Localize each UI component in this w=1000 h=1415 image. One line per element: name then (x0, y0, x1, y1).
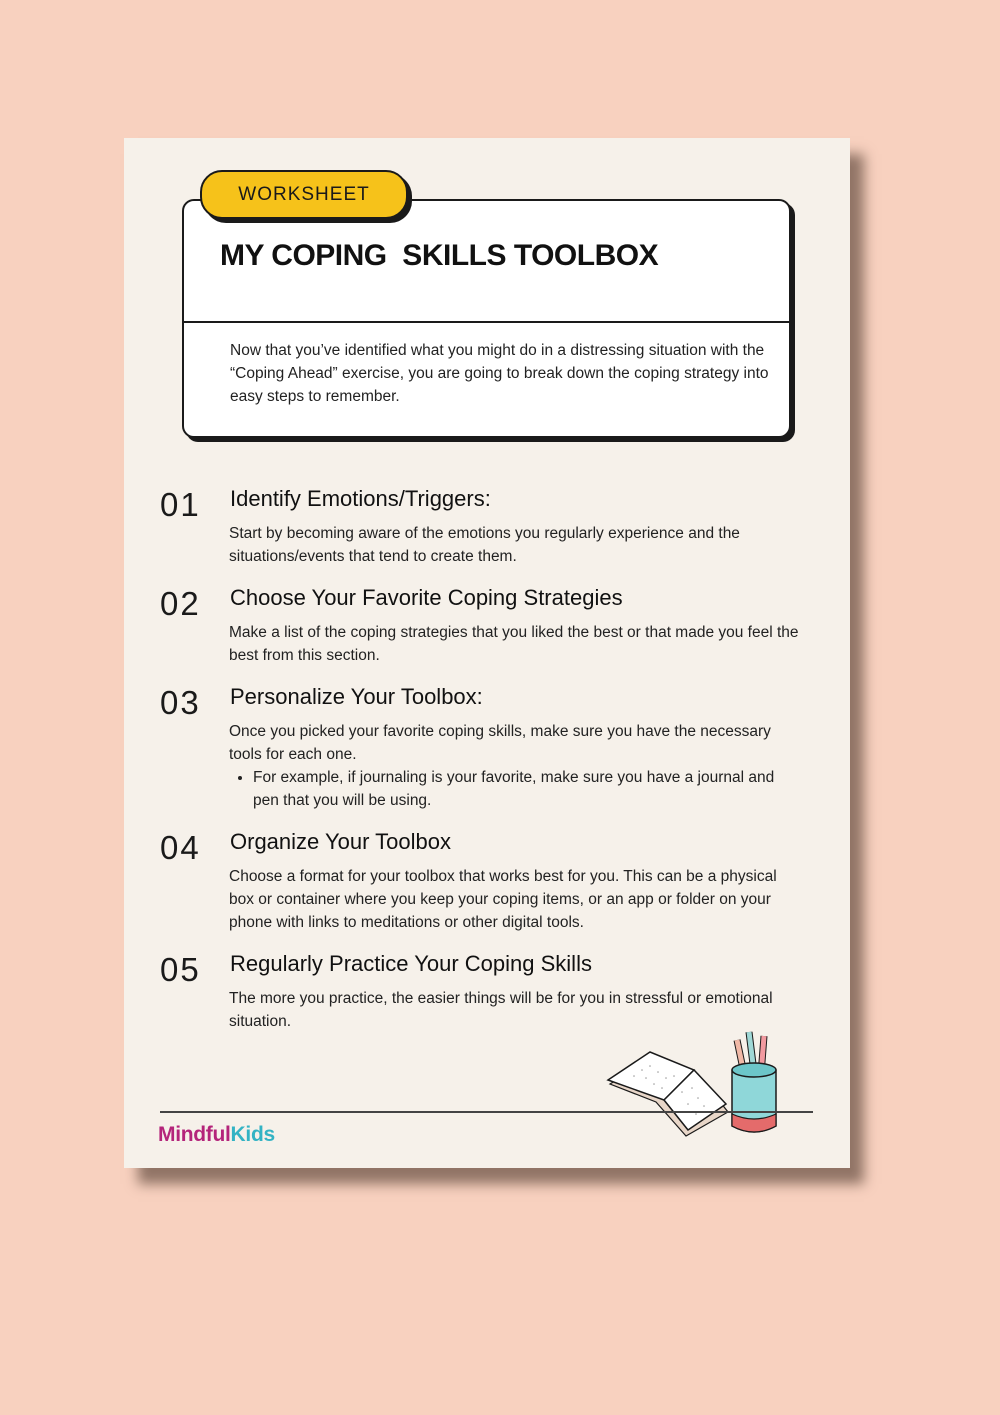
footer-divider (160, 1111, 813, 1113)
page-title: MY COPING SKILLS TOOLBOX (220, 239, 659, 272)
step-number: 02 (160, 585, 201, 622)
step-number: 04 (160, 829, 201, 866)
title-divider (184, 321, 789, 323)
step-body: Once you picked your favorite coping skills, make sure you have the necessary tools for each one. (229, 723, 771, 763)
intro-text: Now that you’ve identified what you might do in a distressing situation with the “Coping Ahead” exercise, you are going to break down the coping strategy into easy steps to remember. (230, 342, 769, 405)
step-body: Make a list of the coping strategies that you liked the best or that made you feel the best from this section. (229, 624, 799, 664)
step-heading: Personalize Your Toolbox: (230, 684, 483, 709)
step-body-container (229, 720, 799, 812)
step-heading: Choose Your Favorite Coping Strategies (230, 585, 623, 610)
step-heading: Organize Your Toolbox (230, 829, 451, 854)
step-body: Start by becoming aware of the emotions you regularly experience and the situations/events that tend to create them. (229, 525, 740, 565)
mindfulkids-logo: MindfulKids (158, 1123, 275, 1146)
pencil-cup-icon (732, 1032, 776, 1132)
worksheet-page (124, 138, 850, 1168)
step-body: Choose a format for your toolbox that works best for you. This can be a physical box or container where you keep your coping items, or an app or folder on your phone with links to meditations or other digital tools. (229, 868, 777, 931)
step-number: 01 (160, 486, 201, 523)
step-bullet: • For example, if journaling is your favorite, make sure you have a journal and pen that you will be using. (253, 766, 799, 812)
step-bullet-list (229, 766, 799, 812)
book-and-pencils-illustration (604, 1018, 804, 1138)
step-heading: Regularly Practice Your Coping Skills (230, 951, 592, 976)
step-heading: Identify Emotions/Triggers: (230, 486, 491, 511)
title-card (182, 199, 791, 438)
worksheet-tag: WORKSHEET (200, 170, 408, 219)
step-number: 05 (160, 951, 201, 988)
step-number: 03 (160, 684, 201, 721)
step-body: The more you practice, the easier things will be for you in stressful or emotional situation. (229, 990, 773, 1030)
open-book-icon (608, 1052, 728, 1136)
